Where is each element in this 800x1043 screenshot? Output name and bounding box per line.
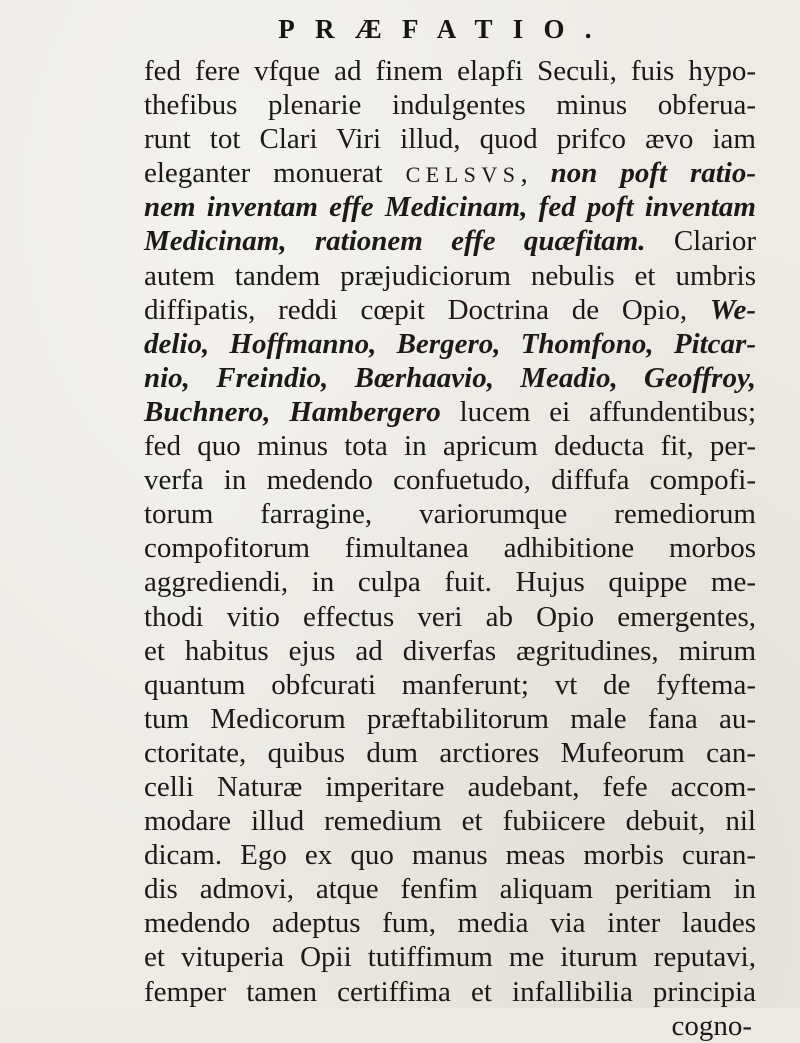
text-segment: aggrediendi, in culpa fuit. Hujus quippe me- bbox=[144, 566, 756, 599]
text-segment: dicam. Ego ex quo manus meas morbis curan- bbox=[144, 839, 756, 872]
text-segment: fed fere vfque ad finem elapfi Seculi, fuis hypo- bbox=[144, 55, 756, 87]
text-segment: femper tamen certiffima et infallibilia principia bbox=[144, 975, 756, 1008]
body-text bbox=[144, 54, 756, 1043]
page-header: PRÆFATIO. bbox=[278, 14, 612, 44]
text-segment: Clarior bbox=[645, 225, 756, 258]
text-line bbox=[144, 600, 756, 634]
text-segment: et habitus ejus ad diverfas ægritudines, mirum bbox=[144, 634, 756, 667]
text-segment: thodi vitio effectus veri ab Opio emergentes, bbox=[144, 600, 756, 633]
text-line bbox=[144, 497, 756, 531]
text-line bbox=[144, 190, 756, 224]
text-segment: non poft ratio- bbox=[550, 157, 757, 190]
text-line bbox=[144, 327, 756, 361]
text-segment: runt tot Clari Viri illud, quod prifco ævo iam bbox=[144, 123, 756, 156]
text-line bbox=[144, 838, 756, 872]
text-line bbox=[144, 702, 756, 736]
text-segment: We- bbox=[709, 293, 756, 326]
text-segment: cogno- bbox=[671, 1009, 752, 1042]
text-segment: thefibus plenarie indulgentes minus obferua- bbox=[144, 89, 756, 122]
text-segment: medendo adeptus fum, media via inter laudes bbox=[144, 907, 756, 940]
text-segment: compofitorum fimultanea adhibitione morbos bbox=[144, 532, 756, 565]
text-segment: verfa in medendo confuetudo, diffufa compofi- bbox=[144, 464, 756, 497]
text-segment: torum farragine, variorumque remediorum bbox=[144, 498, 756, 531]
text-line bbox=[144, 565, 756, 599]
text-line bbox=[144, 395, 756, 429]
text-segment: delio, Hoffmanno, Bergero, Thomfono, Pitcar- bbox=[144, 327, 756, 360]
text-line bbox=[144, 122, 756, 156]
text-line bbox=[144, 259, 756, 293]
text-segment: et vituperia Opii tutiffimum me iturum reputavi, bbox=[144, 941, 756, 974]
text-line bbox=[144, 940, 756, 974]
text-line bbox=[144, 770, 756, 804]
text-segment: lucem ei affundentibus; bbox=[440, 395, 757, 428]
text-segment: eleganter monuerat bbox=[144, 157, 406, 190]
text-line bbox=[144, 88, 756, 122]
text-line bbox=[144, 156, 756, 190]
text-segment: autem tandem præjudiciorum nebulis et umbris bbox=[144, 259, 756, 292]
text-segment: fed quo minus tota in apricum deducta fit, per- bbox=[144, 430, 756, 463]
text-line bbox=[144, 361, 756, 395]
text-line bbox=[144, 531, 756, 565]
text-line bbox=[144, 429, 756, 463]
text-line bbox=[144, 224, 756, 258]
text-segment: Medicinam, rationem effe quæfitam. bbox=[144, 225, 646, 258]
text-segment: CELSVS bbox=[405, 162, 521, 188]
text-line bbox=[144, 736, 756, 770]
text-line bbox=[144, 872, 756, 906]
text-segment: tum Medicorum præftabilitorum male fana au- bbox=[144, 702, 756, 735]
text-line bbox=[144, 975, 756, 1009]
text-segment: nio, Freindio, Bœrhaavio, Meadio, Geoffroy, bbox=[144, 361, 756, 394]
text-line bbox=[144, 906, 756, 940]
text-segment: modare illud remedium et fubiicere debuit, nil bbox=[144, 805, 756, 838]
text-segment: celli Naturæ imperitare audebant, fefe accom- bbox=[144, 770, 756, 803]
text-segment: , bbox=[520, 157, 551, 190]
text-line bbox=[144, 293, 756, 327]
text-line bbox=[144, 1009, 756, 1043]
text-line bbox=[144, 54, 756, 88]
text-segment: Buchnero, Hambergero bbox=[144, 395, 441, 428]
text-line bbox=[144, 804, 756, 838]
text-line bbox=[144, 634, 756, 668]
text-segment: nem inventam effe Medicinam, fed poft inventam bbox=[144, 191, 756, 224]
text-segment: diffipatis, reddi cœpit Doctrina de Opio, bbox=[144, 293, 710, 326]
text-segment: quantum obfcurati manferunt; vt de fyftema- bbox=[144, 668, 756, 701]
text-segment: dis admovi, atque fenfim aliquam peritiam in bbox=[144, 873, 756, 906]
text-line bbox=[144, 668, 756, 702]
text-segment: ctoritate, quibus dum arctiores Mufeorum can- bbox=[144, 736, 756, 769]
text-line bbox=[144, 463, 756, 497]
